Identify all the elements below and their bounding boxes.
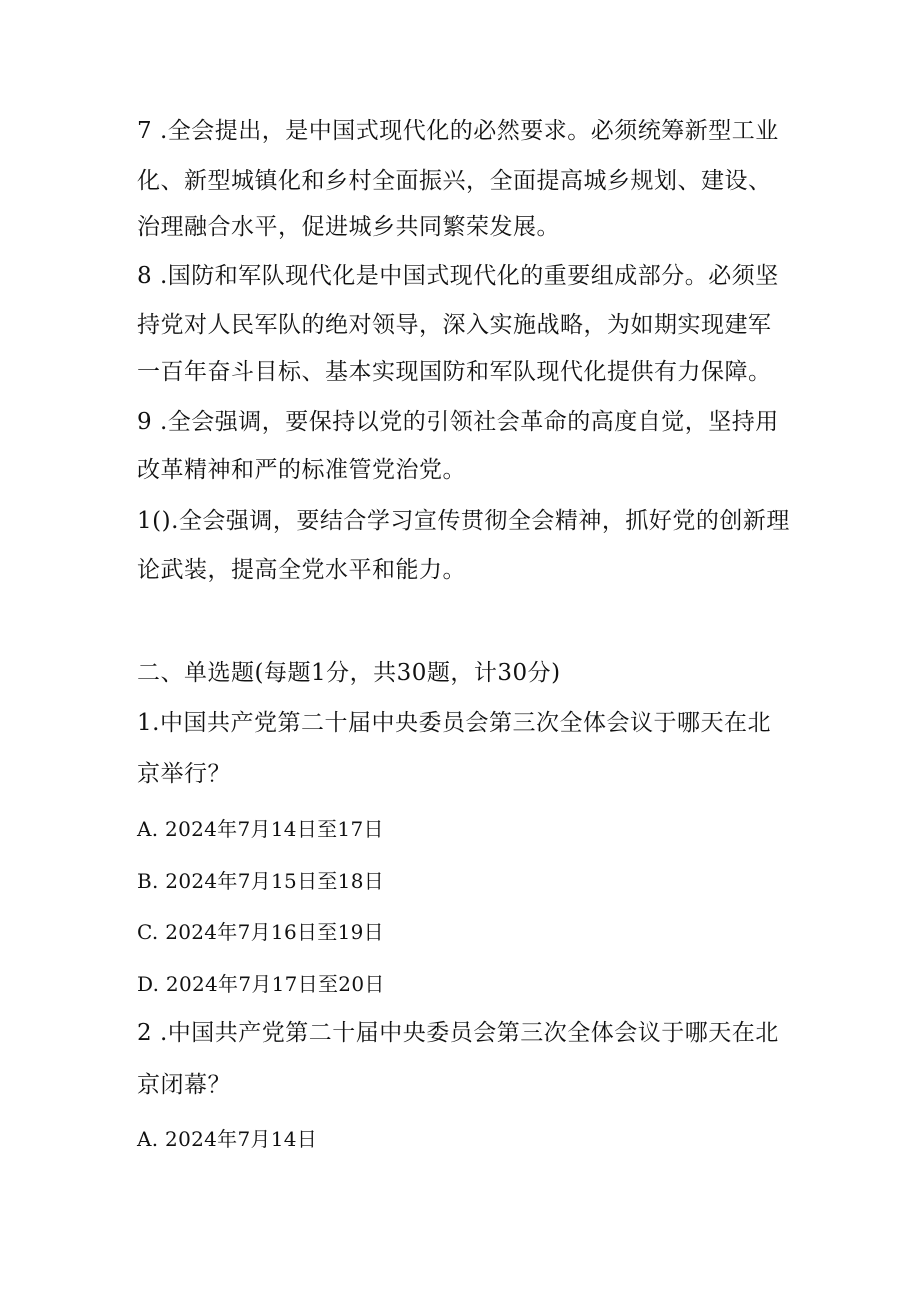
question-1-line-2: 京举行？ bbox=[137, 761, 231, 787]
question-1-option-a: A. 2024年7月14日至17日 bbox=[137, 817, 384, 841]
item-9-line-2: 改革精神和严的标准管党治党。 bbox=[137, 457, 466, 483]
question-1-line-1: 1.中国共产党第二十届中央委员会第三次全体会议于哪天在北 bbox=[137, 710, 771, 736]
item-10-line-1: 1().全会强调，要结合学习宣传贯彻全会精神，抓好党的创新理 bbox=[137, 508, 790, 534]
section-title: 二、单选题(每题1分，共30题，计30分) bbox=[137, 660, 561, 686]
question-2-line-1: 2 .中国共产党第二十届中央委员会第三次全体会议于哪天在北 bbox=[137, 1020, 779, 1046]
item-7-line-3: 治理融合水平，促进城乡共同繁荣发展。 bbox=[137, 214, 560, 240]
question-2-option-a: A. 2024年7月14日 bbox=[137, 1127, 318, 1151]
question-1-option-d: D. 2024年7月17日至20日 bbox=[137, 972, 385, 996]
item-7-line-2: 化、新型城镇化和乡村全面振兴，全面提高城乡规划、建设、 bbox=[137, 168, 772, 194]
item-10-line-2: 论武装，提高全党水平和能力。 bbox=[137, 557, 466, 583]
item-8-line-3: 一百年奋斗目标、基本实现国防和军队现代化提供有力保障。 bbox=[137, 359, 772, 385]
question-1-option-b: B. 2024年7月15日至18日 bbox=[137, 869, 385, 893]
question-1-option-c: C. 2024年7月16日至19日 bbox=[137, 920, 384, 944]
question-2-line-2: 京闭幕？ bbox=[137, 1072, 231, 1098]
item-7-line-1: 7 .全会提出，是中国式现代化的必然要求。必须统筹新型工业 bbox=[137, 118, 779, 144]
item-8-line-2: 持党对人民军队的绝对领导，深入实施战略，为如期实现建军 bbox=[137, 312, 772, 338]
item-8-line-1: 8 .国防和军队现代化是中国式现代化的重要组成部分。必须坚 bbox=[137, 263, 779, 289]
item-9-line-1: 9 .全会强调，要保持以党的引领社会革命的高度自觉，坚持用 bbox=[137, 409, 779, 435]
